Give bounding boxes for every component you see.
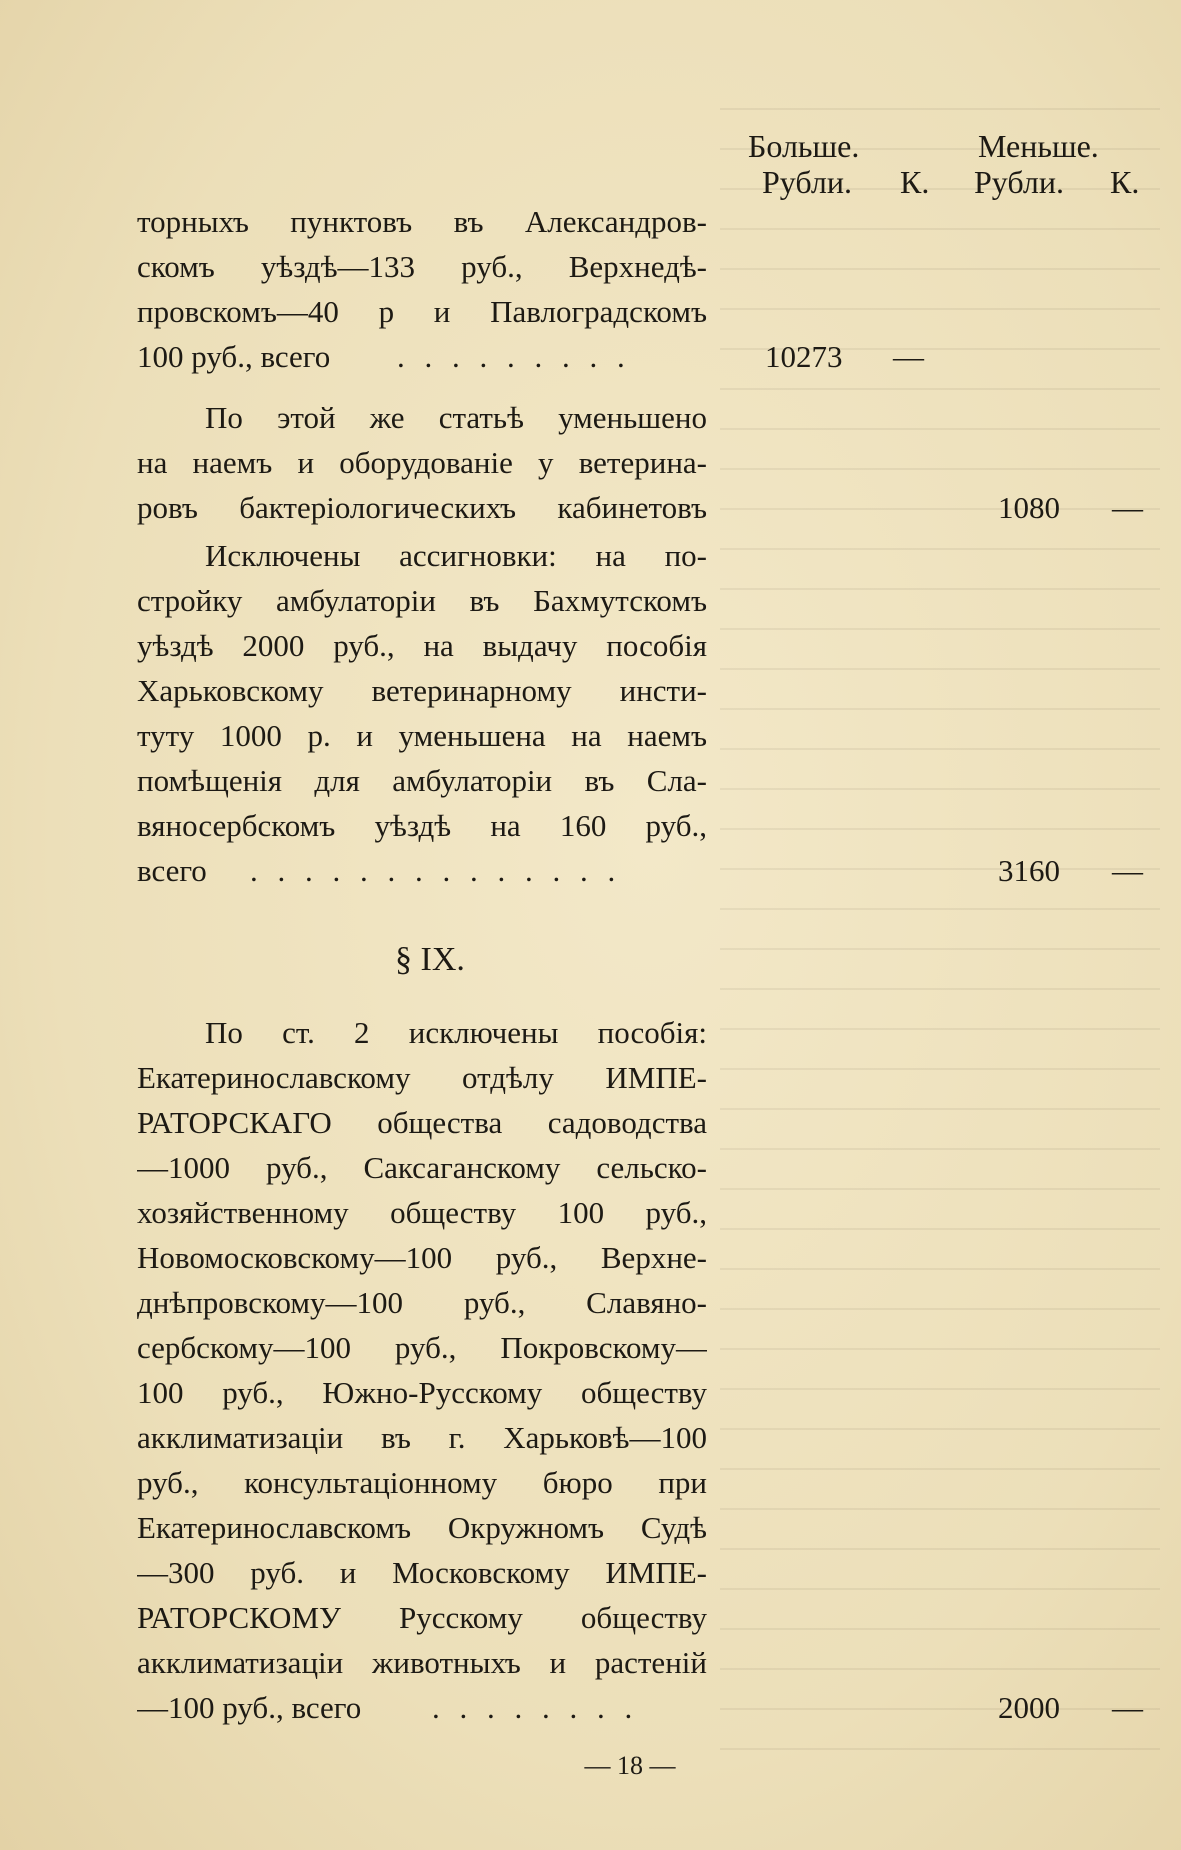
- para2-less-rubles: 1080: [998, 490, 1060, 525]
- less-rubles-header: Рубли.: [974, 164, 1064, 200]
- para4-leader-dots: . . . . . . . .: [432, 1690, 639, 1725]
- bleed-through-texture: [720, 80, 1160, 1780]
- para1-line-2: скомъ уѣздѣ—133 руб., Верхнедѣ-: [137, 249, 707, 284]
- para4-line-16: —100 руб., всего: [137, 1690, 362, 1725]
- more-kopecks-header: К.: [900, 164, 930, 200]
- para4-line-14: РАТОРСКОМУ Русскому обществу: [137, 1600, 707, 1635]
- para1-leader-dots: . . . . . . . . .: [397, 339, 631, 374]
- less-kopecks-header: К.: [1110, 164, 1140, 200]
- para4-line-4: —1000 руб., Саксаганскому сельско-: [137, 1150, 707, 1185]
- para3-line-1: Исключены ассигновки: на по-: [205, 538, 707, 573]
- less-column-header: Меньше.: [978, 128, 1099, 164]
- para4-line-15: акклиматизаціи животныхъ и растеній: [137, 1645, 707, 1680]
- para4-line-5: хозяйственному обществу 100 руб.,: [137, 1195, 707, 1230]
- para3-leader-dots: . . . . . . . . . . . . . .: [250, 853, 622, 888]
- para3-line-6: помѣщенія для амбулаторіи въ Сла-: [137, 763, 707, 798]
- para4-less-rubles: 2000: [998, 1690, 1060, 1725]
- para4-line-7: днѣпровскому—100 руб., Славяно-: [137, 1285, 707, 1320]
- para2-line-3: ровъ бактеріологическихъ кабинетовъ: [137, 490, 707, 525]
- para1-line-1: торныхъ пунктовъ въ Александров-: [137, 204, 707, 239]
- more-column-header: Больше.: [748, 128, 860, 164]
- section-title: § IX.: [395, 941, 465, 978]
- para1-line-3: провскомъ—40 р и Павлоградскомъ: [137, 294, 707, 329]
- para3-line-8: всего: [137, 853, 207, 888]
- para4-line-3: РАТОРСКАГО общества садоводства: [137, 1105, 707, 1140]
- para3-less-rubles: 3160: [998, 853, 1060, 888]
- para2-line-2: на наемъ и оборудованіе у ветерина-: [137, 445, 707, 480]
- para4-less-kopecks: —: [1112, 1690, 1143, 1725]
- para4-line-2: Екатеринославскому отдѣлу ИМПЕ-: [137, 1060, 707, 1095]
- para4-line-9: 100 руб., Южно-Русскому обществу: [137, 1375, 707, 1410]
- para2-less-kopecks: —: [1112, 490, 1143, 525]
- para4-line-12: Екатеринославскомъ Окружномъ Судѣ: [137, 1510, 707, 1545]
- para1-line-4: 100 руб., всего: [137, 339, 331, 374]
- page-number: — 18 —: [584, 1751, 676, 1780]
- para4-line-11: руб., консультаціонному бюро при: [137, 1465, 707, 1500]
- para3-line-3: уѣздѣ 2000 руб., на выдачу пособія: [137, 628, 707, 663]
- para4-line-8: сербскому—100 руб., Покровскому—: [137, 1330, 707, 1365]
- para3-line-7: вяносербскомъ уѣздѣ на 160 руб.,: [137, 808, 707, 843]
- para3-less-kopecks: —: [1112, 853, 1143, 888]
- para3-line-5: туту 1000 р. и уменьшена на наемъ: [137, 718, 707, 753]
- para1-more-rubles: 10273: [765, 339, 843, 374]
- para4-line-10: акклиматизаціи въ г. Харьковѣ—100: [137, 1420, 707, 1455]
- para4-line-1: По ст. 2 исключены пособія:: [205, 1015, 707, 1050]
- para3-line-2: стройку амбулаторіи въ Бахмутскомъ: [137, 583, 707, 618]
- para4-line-6: Новомосковскому—100 руб., Верхне-: [137, 1240, 707, 1275]
- para2-line-1: По этой же статьѣ уменьшено: [205, 400, 707, 435]
- para4-line-13: —300 руб. и Московскому ИМПЕ-: [137, 1555, 707, 1590]
- para1-more-kopecks: —: [893, 339, 924, 374]
- more-rubles-header: Рубли.: [762, 164, 852, 200]
- para3-line-4: Харьковскому ветеринарному инсти-: [137, 673, 707, 708]
